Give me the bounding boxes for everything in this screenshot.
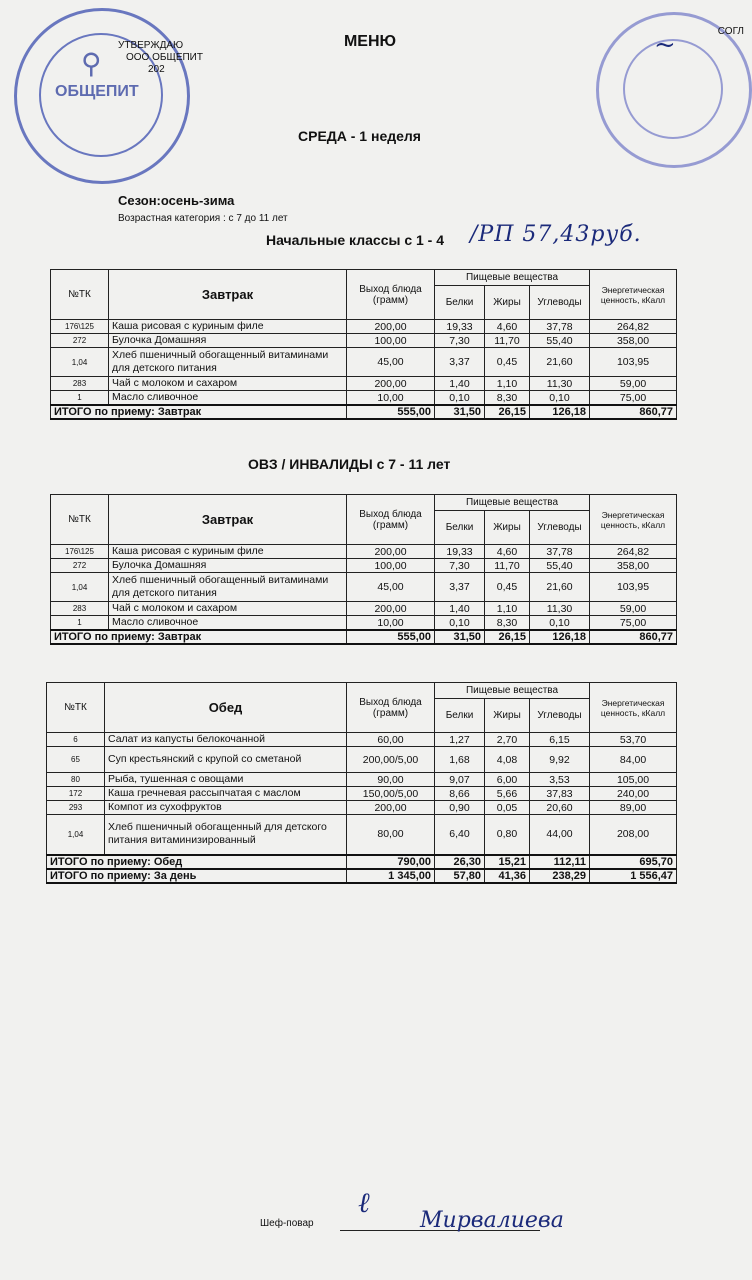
table-row	[51, 559, 677, 573]
cell-proteins: 1,40	[435, 377, 485, 391]
signature-right: ~	[654, 30, 676, 60]
cell-energy: 358,00	[590, 559, 677, 573]
handwritten-price-note: /РП 57,43руб.	[470, 222, 642, 247]
cell-code: 176\125	[51, 320, 109, 334]
cell-carbs: 0,10	[530, 616, 590, 631]
total-output: 555,00	[347, 405, 435, 419]
cell-proteins: 1,40	[435, 602, 485, 616]
cell-dish-name: Рыба, тушенная с овощами	[105, 773, 347, 787]
table-row	[51, 602, 677, 616]
cell-dish-name: Каша гречневая рассыпчатая с маслом	[105, 787, 347, 801]
cell-dish-name: Масло сливочное	[109, 616, 347, 631]
cell-energy: 105,00	[590, 773, 677, 787]
cell-carbs: 37,83	[530, 787, 590, 801]
cell-output: 200,00	[347, 320, 435, 334]
cell-dish-name: Масло сливочное	[109, 391, 347, 406]
cell-code: 283	[51, 377, 109, 391]
cell-dish-name: Чай с молоком и сахаром	[109, 377, 347, 391]
cell-energy: 59,00	[590, 377, 677, 391]
lunch-table	[46, 682, 677, 884]
cell-carbs: 3,53	[530, 773, 590, 787]
chef-label: Шеф-повар	[260, 1218, 314, 1229]
cell-energy: 59,00	[590, 602, 677, 616]
table-row	[51, 320, 677, 334]
cell-output: 200,00	[347, 377, 435, 391]
cell-fats: 4,08	[485, 747, 530, 773]
header-code: №ТК	[47, 683, 105, 733]
cell-code: 1,04	[47, 815, 105, 855]
header-code: №ТК	[51, 495, 109, 545]
table-row	[47, 733, 677, 747]
cell-energy: 103,95	[590, 573, 677, 602]
cell-carbs: 21,60	[530, 348, 590, 377]
cell-code: 283	[51, 602, 109, 616]
cell-carbs: 6,15	[530, 733, 590, 747]
total-fats: 26,15	[485, 405, 530, 419]
approve-org: ООО ОБЩЕПИТ	[126, 52, 203, 63]
cell-proteins: 7,30	[435, 334, 485, 348]
cell-fats: 5,66	[485, 787, 530, 801]
total-energy: 1 556,47	[590, 869, 677, 883]
cell-fats: 4,60	[485, 320, 530, 334]
cell-dish-name: Каша рисовая с куриным филе	[109, 320, 347, 334]
cell-code: 172	[47, 787, 105, 801]
total-output: 555,00	[347, 630, 435, 644]
page-title: МЕНЮ	[343, 33, 397, 50]
table-row	[47, 747, 677, 773]
cell-code: 272	[51, 559, 109, 573]
cell-code: 1	[51, 391, 109, 406]
cell-code: 293	[47, 801, 105, 815]
total-proteins: 57,80	[435, 869, 485, 883]
day-total-row	[47, 869, 677, 883]
header-meal: Завтрак	[109, 495, 347, 545]
cell-code: 272	[51, 334, 109, 348]
cell-energy: 89,00	[590, 801, 677, 815]
cell-output: 80,00	[347, 815, 435, 855]
cell-fats: 11,70	[485, 334, 530, 348]
header-proteins: Белки	[435, 286, 485, 320]
cell-output: 200,00	[347, 602, 435, 616]
cell-proteins: 6,40	[435, 815, 485, 855]
cell-fats: 8,30	[485, 616, 530, 631]
cell-fats: 1,10	[485, 377, 530, 391]
cell-output: 10,00	[347, 616, 435, 631]
cell-output: 150,00/5,00	[347, 787, 435, 801]
approval-block	[118, 40, 203, 76]
total-row	[51, 405, 677, 419]
table-row	[47, 801, 677, 815]
cell-code: 80	[47, 773, 105, 787]
cell-fats: 0,05	[485, 801, 530, 815]
header-energy: Энергетическая ценность, кКалл	[590, 495, 677, 545]
cell-code: 1	[51, 616, 109, 631]
header-nutrients: Пищевые вещества	[435, 495, 590, 511]
cell-carbs: 9,92	[530, 747, 590, 773]
cell-dish-name: Чай с молоком и сахаром	[109, 602, 347, 616]
total-carbs: 126,18	[530, 405, 590, 419]
total-label: ИТОГО по приему: Завтрак	[51, 630, 347, 644]
header-nutrients: Пищевые вещества	[435, 270, 590, 286]
header-meal: Обед	[105, 683, 347, 733]
total-row	[51, 630, 677, 644]
table-body	[51, 320, 677, 420]
cell-carbs: 37,78	[530, 545, 590, 559]
cell-proteins: 0,10	[435, 391, 485, 406]
total-proteins: 26,30	[435, 855, 485, 869]
cell-dish-name: Хлеб пшеничный обогащенный витаминами для детского питания	[109, 348, 347, 377]
header-output: Выход блюда (грамм)	[347, 495, 435, 545]
total-energy: 860,77	[590, 630, 677, 644]
section-ovz-title: ОВЗ / ИНВАЛИДЫ с 7 - 11 лет	[248, 456, 451, 472]
cell-proteins: 3,37	[435, 348, 485, 377]
cell-proteins: 0,10	[435, 616, 485, 631]
total-label: ИТОГО по приему: Обед	[47, 855, 347, 869]
table-row	[51, 545, 677, 559]
classes-title: Начальные классы с 1 - 4	[266, 232, 445, 248]
age-category: Возрастная категория : с 7 до 11 лет	[118, 213, 288, 224]
table-body	[51, 545, 677, 645]
header-carbs: Углеводы	[530, 286, 590, 320]
cell-output: 100,00	[347, 334, 435, 348]
total-output: 1 345,00	[347, 869, 435, 883]
total-fats: 41,36	[485, 869, 530, 883]
cell-output: 200,00	[347, 801, 435, 815]
table-row	[47, 815, 677, 855]
cell-dish-name: Булочка Домашняя	[109, 559, 347, 573]
cell-dish-name: Каша рисовая с куриным филе	[109, 545, 347, 559]
cell-energy: 240,00	[590, 787, 677, 801]
total-row	[47, 855, 677, 869]
table-row	[47, 773, 677, 787]
agree-label: СОГЛ	[717, 26, 744, 37]
cell-code: 1,04	[51, 573, 109, 602]
stamp-logo-text: ОБЩЕПИТ	[55, 83, 139, 100]
total-energy: 860,77	[590, 405, 677, 419]
cell-fats: 4,60	[485, 545, 530, 559]
header-nutrients: Пищевые вещества	[435, 683, 590, 699]
cell-output: 200,00	[347, 545, 435, 559]
cell-energy: 75,00	[590, 391, 677, 406]
cell-carbs: 44,00	[530, 815, 590, 855]
cell-code: 6	[47, 733, 105, 747]
cell-proteins: 1,68	[435, 747, 485, 773]
cup-and-fork-icon: ⚲	[81, 48, 102, 79]
breakfast-table-ovz	[50, 494, 677, 645]
cell-output: 90,00	[347, 773, 435, 787]
chef-name: Мирвалиева	[420, 1208, 564, 1233]
cell-code: 176\125	[51, 545, 109, 559]
cell-energy: 75,00	[590, 616, 677, 631]
header-output: Выход блюда (грамм)	[347, 683, 435, 733]
total-carbs: 112,11	[530, 855, 590, 869]
cell-fats: 11,70	[485, 559, 530, 573]
cell-fats: 8,30	[485, 391, 530, 406]
total-proteins: 31,50	[435, 630, 485, 644]
cell-energy: 264,82	[590, 545, 677, 559]
cell-fats: 0,45	[485, 348, 530, 377]
table-row	[51, 348, 677, 377]
cell-energy: 84,00	[590, 747, 677, 773]
cell-code: 65	[47, 747, 105, 773]
cell-proteins: 3,37	[435, 573, 485, 602]
day-title: СРЕДА - 1 неделя	[298, 128, 421, 144]
header-code: №ТК	[51, 270, 109, 320]
header-energy: Энергетическая ценность, кКалл	[590, 683, 677, 733]
cell-proteins: 8,66	[435, 787, 485, 801]
table-row	[51, 391, 677, 406]
table-row	[51, 573, 677, 602]
cell-proteins: 7,30	[435, 559, 485, 573]
cell-carbs: 55,40	[530, 559, 590, 573]
total-fats: 26,15	[485, 630, 530, 644]
cell-energy: 103,95	[590, 348, 677, 377]
cell-proteins: 19,33	[435, 545, 485, 559]
cell-energy: 358,00	[590, 334, 677, 348]
table-row	[51, 334, 677, 348]
cell-dish-name: Компот из сухофруктов	[105, 801, 347, 815]
total-carbs: 126,18	[530, 630, 590, 644]
cell-carbs: 37,78	[530, 320, 590, 334]
cell-proteins: 1,27	[435, 733, 485, 747]
cell-carbs: 55,40	[530, 334, 590, 348]
total-label: ИТОГО по приему: Завтрак	[51, 405, 347, 419]
chef-signature: ℓ	[358, 1186, 370, 1219]
cell-proteins: 0,90	[435, 801, 485, 815]
total-energy: 695,70	[590, 855, 677, 869]
cell-carbs: 11,30	[530, 377, 590, 391]
cell-dish-name: Хлеб пшеничный обогащенный витаминами для детского питания	[109, 573, 347, 602]
cell-fats: 1,10	[485, 602, 530, 616]
total-label: ИТОГО по приему: За день	[47, 869, 347, 883]
cell-output: 60,00	[347, 733, 435, 747]
header-output: Выход блюда (грамм)	[347, 270, 435, 320]
total-proteins: 31,50	[435, 405, 485, 419]
breakfast-table-primary	[50, 269, 677, 420]
total-fats: 15,21	[485, 855, 530, 869]
header-fats: Жиры	[485, 511, 530, 545]
header-proteins: Белки	[435, 699, 485, 733]
total-output: 790,00	[347, 855, 435, 869]
cell-fats: 6,00	[485, 773, 530, 787]
cell-code: 1,04	[51, 348, 109, 377]
table-row	[51, 377, 677, 391]
cell-dish-name: Хлеб пшеничный обогащенный для детского питания витаминизированный	[105, 815, 347, 855]
cell-energy: 208,00	[590, 815, 677, 855]
cell-energy: 264,82	[590, 320, 677, 334]
cell-output: 100,00	[347, 559, 435, 573]
cell-fats: 2,70	[485, 733, 530, 747]
table-row	[47, 787, 677, 801]
season-label: Сезон:осень-зима	[118, 193, 235, 208]
cell-fats: 0,45	[485, 573, 530, 602]
cell-dish-name: Суп крестьянский с крупой со сметаной	[105, 747, 347, 773]
header-carbs: Углеводы	[530, 511, 590, 545]
cell-carbs: 11,30	[530, 602, 590, 616]
table-body	[47, 733, 677, 883]
cell-dish-name: Булочка Домашняя	[109, 334, 347, 348]
header-proteins: Белки	[435, 511, 485, 545]
cell-output: 200,00/5,00	[347, 747, 435, 773]
header-energy: Энергетическая ценность, кКалл	[590, 270, 677, 320]
header-fats: Жиры	[485, 699, 530, 733]
cell-proteins: 19,33	[435, 320, 485, 334]
total-carbs: 238,29	[530, 869, 590, 883]
header-carbs: Углеводы	[530, 699, 590, 733]
cell-output: 45,00	[347, 348, 435, 377]
cell-output: 10,00	[347, 391, 435, 406]
approve-label: УТВЕРЖДАЮ	[118, 40, 184, 51]
cell-output: 45,00	[347, 573, 435, 602]
header-meal: Завтрак	[109, 270, 347, 320]
cell-dish-name: Салат из капусты белокочанной	[105, 733, 347, 747]
table-row	[51, 616, 677, 631]
cell-proteins: 9,07	[435, 773, 485, 787]
header-fats: Жиры	[485, 286, 530, 320]
cell-energy: 53,70	[590, 733, 677, 747]
cell-carbs: 20,60	[530, 801, 590, 815]
cell-carbs: 0,10	[530, 391, 590, 406]
cell-carbs: 21,60	[530, 573, 590, 602]
cell-fats: 0,80	[485, 815, 530, 855]
approve-year: 202	[148, 64, 165, 75]
